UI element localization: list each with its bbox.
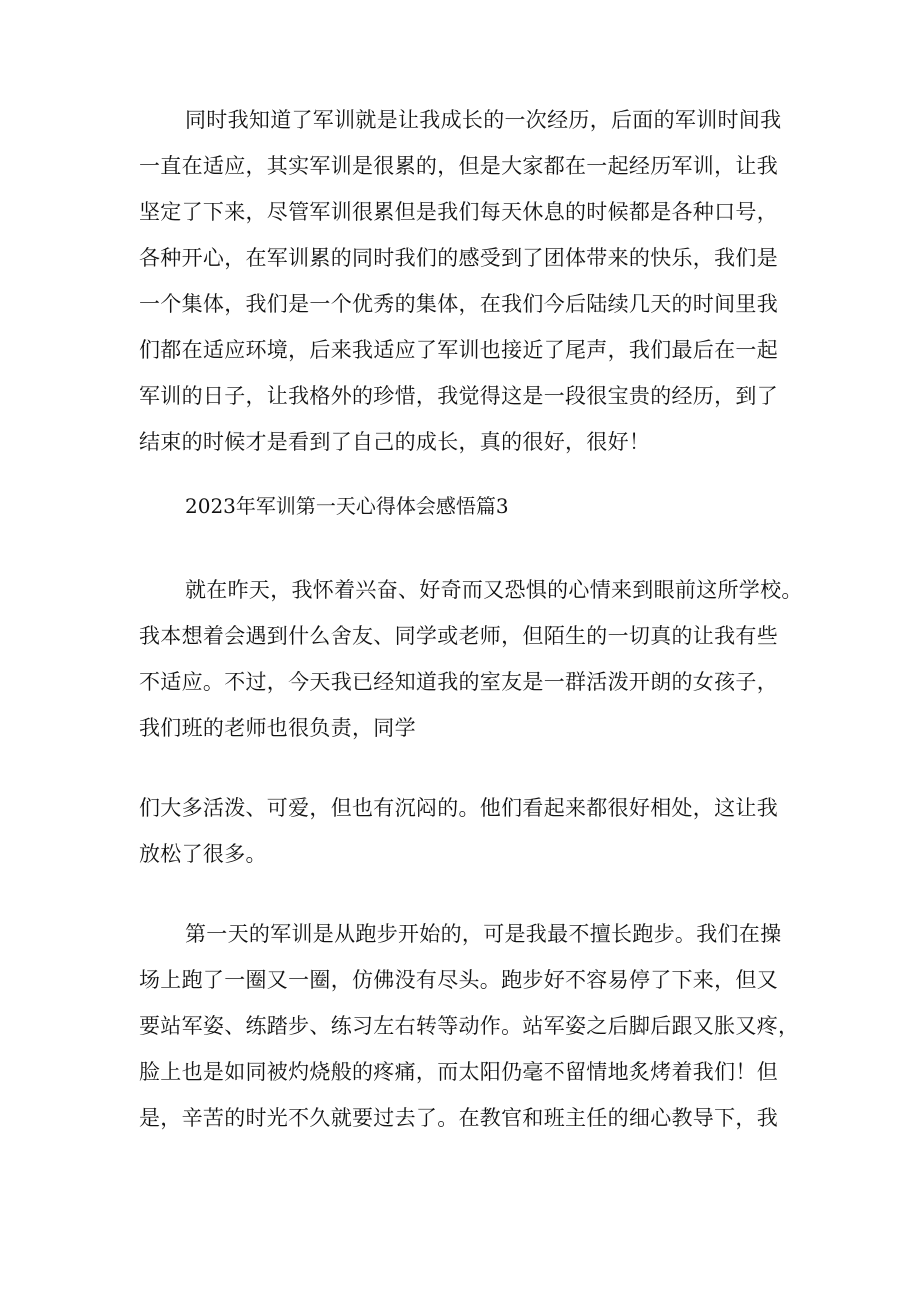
paragraph-1-line-4: 各种开心，在军训累的同时我们的感受到了团体带来的快乐，我们是 — [139, 246, 778, 270]
paragraph-2-line-1: 就在昨天，我怀着兴奋、好奇而又恐惧的心情来到眼前这所学校。 — [185, 578, 803, 602]
paragraph-4-line-3: 要站军姿、练踏步、练习左右转等动作。站军姿之后脚后跟又胀又疼， — [139, 1014, 800, 1038]
paragraph-1-line-1: 同时我知道了军训就是让我成长的一次经历，后面的军训时间我 — [185, 108, 782, 132]
paragraph-4-line-5: 是，辛苦的时光不久就要过去了。在教官和班主任的细心教导下，我 — [139, 1106, 778, 1130]
paragraph-2-line-2: 我本想着会遇到什么舍友、同学或老师，但陌生的一切真的让我有些 — [139, 624, 778, 648]
paragraph-1-line-8: 结束的时候才是看到了自己的成长，真的很好，很好！ — [139, 430, 651, 454]
paragraph-1-line-3: 坚定了下来，尽管军训很累但是我们每天休息的时候都是各种口号， — [139, 200, 778, 224]
paragraph-1-line-5: 一个集体，我们是一个优秀的集体，在我们今后陆续几天的时间里我 — [139, 292, 778, 316]
paragraph-2-line-3: 不适应。不过，今天我已经知道我的室友是一群活泼开朗的女孩子， — [139, 670, 778, 694]
paragraph-3-line-2: 放松了很多。 — [139, 842, 267, 866]
paragraph-2-line-4: 我们班的老师也很负责，同学 — [139, 716, 416, 740]
section-heading: 2023年军训第一天心得体会感悟篇3 — [185, 494, 509, 518]
paragraph-1-line-6: 们都在适应环境，后来我适应了军训也接近了尾声，我们最后在一起 — [139, 338, 778, 362]
paragraph-1-line-2: 一直在适应，其实军训是很累的，但是大家都在一起经历军训，让我 — [139, 154, 778, 178]
paragraph-4-line-1: 第一天的军训是从跑步开始的，可是我最不擅长跑步。我们在操 — [185, 922, 782, 946]
paragraph-3-line-1: 们大多活泼、可爱，但也有沉闷的。他们看起来都很好相处，这让我 — [139, 796, 778, 820]
paragraph-4-line-4: 脸上也是如同被灼烧般的疼痛，而太阳仍毫不留情地炙烤着我们！但 — [139, 1060, 778, 1084]
paragraph-4-line-2: 场上跑了一圈又一圈，仿佛没有尽头。跑步好不容易停了下来，但又 — [139, 968, 778, 992]
paragraph-1-line-7: 军训的日子，让我格外的珍惜，我觉得这是一段很宝贵的经历，到了 — [139, 384, 778, 408]
